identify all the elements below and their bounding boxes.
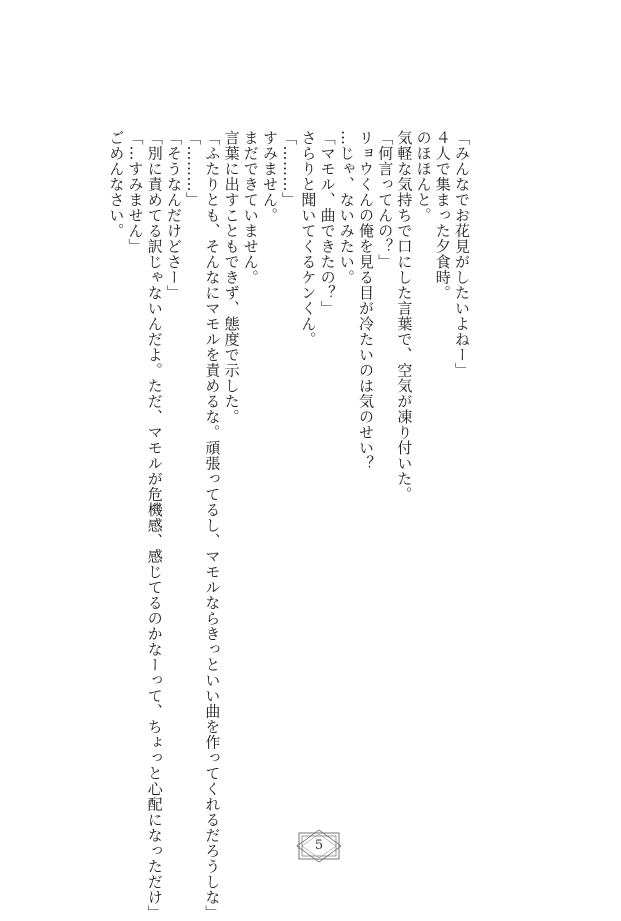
text-line: …じゃ、ないみたい。 (337, 130, 356, 285)
text-line: ４人で集まった夕食時。 (433, 130, 452, 301)
page-number-ornament (295, 829, 343, 863)
text-line: 「別に責めてる訳じゃないんだよ。ただ、マモルが危機感、感じてるのかなーって、ちょっと心配になっただけ」 (145, 130, 164, 921)
text-line: 「…すみません」 (126, 130, 145, 254)
text-line: リョウくんの俺を見る目が冷たいのは気のせい？ (356, 130, 375, 471)
text-line: 「マモル、曲できたの？」 (318, 130, 337, 316)
text-line: 「そうなんだけどさー」 (164, 130, 183, 301)
vertical-text-body (106, 130, 471, 921)
text-line: 言葉に出すこともできず、態度で示した。 (222, 130, 241, 425)
text-line: さらりと聞いてくるケンくん。 (299, 130, 318, 347)
text-line: まだできていません。 (241, 130, 260, 285)
text-line: のほほんと。 (414, 130, 433, 223)
text-line: 「ふたりとも、そんなにマモルを責めるな。頑張ってるし、マモルならきっといい曲を作ってくれるだろうしな」 (203, 130, 222, 921)
text-line: 「何言ってんの？」 (376, 130, 395, 270)
text-line: ごめんなさい。 (107, 130, 126, 239)
page-number: 5 (314, 838, 324, 853)
text-line: 「………」 (184, 130, 203, 208)
text-line: すみません。 (260, 130, 279, 223)
text-line: 気軽な気持ちで口にした言葉で、空気が凍り付いた。 (395, 130, 414, 502)
text-line: 「みんなでお花見がしたいよねー」 (453, 130, 471, 378)
text-line: 「………」 (280, 130, 299, 208)
